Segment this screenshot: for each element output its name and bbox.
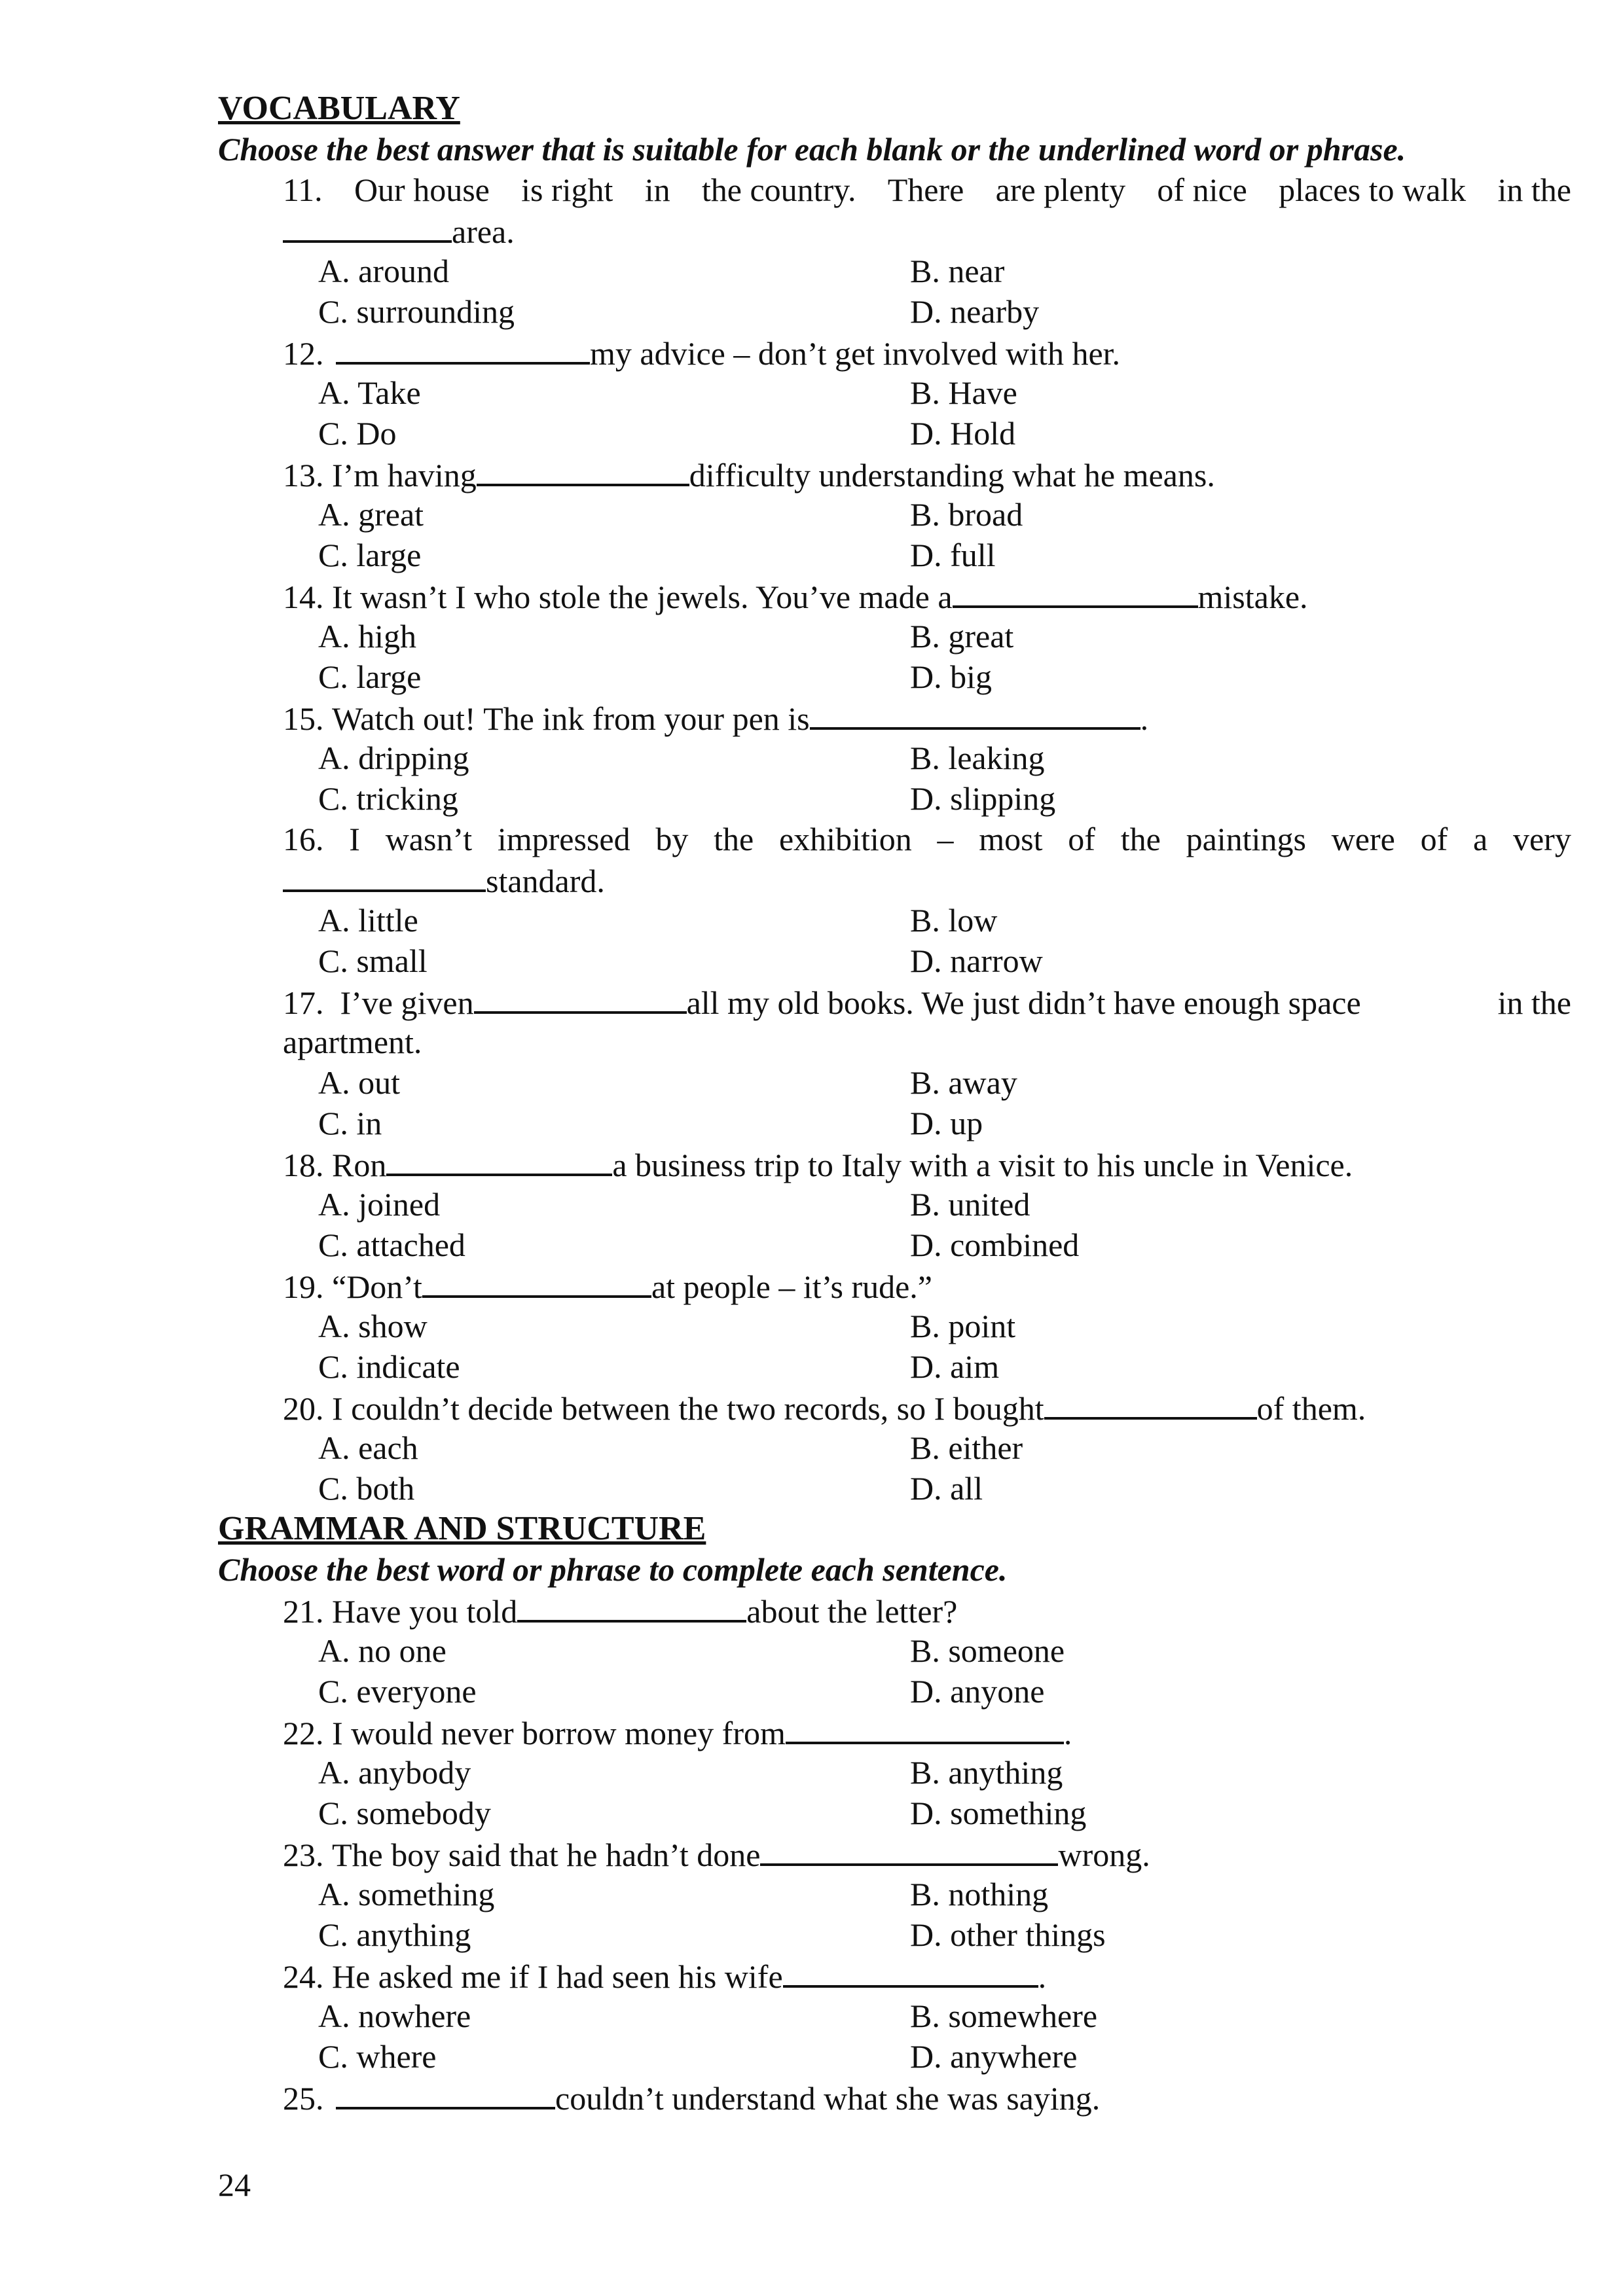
q12-option-a[interactable]: A. Take (318, 374, 421, 411)
answer-blank[interactable] (1044, 1387, 1257, 1420)
q16-option-d[interactable]: D. narrow (910, 942, 1043, 979)
q11-option-d[interactable]: D. nearby (910, 293, 1040, 330)
q22-option-d[interactable]: D. something (910, 1795, 1087, 1831)
q19-option-a[interactable]: A. show (318, 1308, 428, 1344)
q22-option-a[interactable]: A. anybody (318, 1754, 471, 1791)
question-16-line-2: standard. (283, 859, 1571, 900)
question-20: 20. I couldn’t decide between the two records, so I bought of them. (283, 1387, 1571, 1427)
question-16 (283, 819, 1571, 900)
q17-option-a[interactable]: A. out (318, 1064, 400, 1101)
q18-option-d[interactable]: D. combined (910, 1227, 1080, 1263)
q21-option-c[interactable]: C. everyone (318, 1673, 477, 1710)
q16-option-a[interactable]: A. little (318, 902, 418, 939)
question-24: 24. He asked me if I had seen his wife . (283, 1955, 1571, 1996)
q20-option-d[interactable]: D. all (910, 1470, 983, 1507)
q13-option-a[interactable]: A. great (318, 496, 424, 533)
answer-blank[interactable] (517, 1590, 746, 1623)
answer-blank[interactable] (336, 332, 590, 365)
answer-blank[interactable] (953, 575, 1198, 608)
question-18: 18. Ron a business trip to Italy with a visit to his uncle in Venice. (283, 1143, 1571, 1184)
q18-option-a[interactable]: A. joined (318, 1186, 441, 1223)
answer-blank[interactable] (760, 1833, 1058, 1866)
q16-option-b[interactable]: B. low (910, 902, 998, 939)
q22-option-b[interactable]: B. anything (910, 1754, 1063, 1791)
q19-option-c[interactable]: C. indicate (318, 1348, 460, 1385)
q16-option-c[interactable]: C. small (318, 942, 428, 979)
question-23: 23. The boy said that he hadn’t done wrong. (283, 1833, 1571, 1874)
q22-option-c[interactable]: C. somebody (318, 1795, 491, 1831)
q14-option-d[interactable]: D. big (910, 658, 992, 695)
answer-blank[interactable] (477, 454, 689, 486)
vocabulary-instruction: Choose the best answer that is suitable for each blank or the underlined word or phrase. (218, 131, 1406, 168)
answer-blank[interactable] (422, 1265, 651, 1298)
q14-option-c[interactable]: C. large (318, 658, 422, 695)
q24-option-b[interactable]: B. somewhere (910, 1998, 1098, 2034)
answer-blank[interactable] (783, 1955, 1038, 1988)
answer-blank[interactable] (283, 210, 452, 243)
q17-option-b[interactable]: B. away (910, 1064, 1017, 1101)
question-14: 14. It wasn’t I who stole the jewels. You’ve made a mistake. (283, 575, 1571, 616)
vocabulary-heading: VOCABULARY (218, 90, 460, 127)
q20-option-a[interactable]: A. each (318, 1429, 418, 1466)
q17-option-d[interactable]: D. up (910, 1105, 983, 1141)
q21-option-d[interactable]: D. anyone (910, 1673, 1045, 1710)
q12-option-b[interactable]: B. Have (910, 374, 1017, 411)
answer-blank[interactable] (336, 2077, 555, 2109)
q23-option-c[interactable]: C. anything (318, 1916, 471, 1953)
answer-blank[interactable] (386, 1143, 612, 1176)
q17-option-c[interactable]: C. in (318, 1105, 382, 1141)
question-17: 17. I’ve given all my old books. We just didn’t have enough space in the apartment. (283, 981, 1571, 1062)
q21-option-a[interactable]: A. no one (318, 1632, 447, 1669)
q23-option-b[interactable]: B. nothing (910, 1876, 1049, 1912)
q13-option-d[interactable]: D. full (910, 537, 996, 573)
answer-blank[interactable] (786, 1712, 1064, 1744)
grammar-heading: GRAMMAR AND STRUCTURE (218, 1510, 706, 1547)
q12-option-c[interactable]: C. Do (318, 415, 397, 452)
page-number: 24 (218, 2166, 251, 2203)
q20-option-b[interactable]: B. either (910, 1429, 1023, 1466)
question-21: 21. Have you told about the letter? (283, 1590, 1571, 1630)
q15-option-d[interactable]: D. slipping (910, 780, 1056, 817)
q14-option-b[interactable]: B. great (910, 618, 1014, 655)
question-12: 12. my advice – don’t get involved with her. (283, 332, 1571, 372)
q19-option-b[interactable]: B. point (910, 1308, 1016, 1344)
q14-option-a[interactable]: A. high (318, 618, 416, 655)
q21-option-b[interactable]: B. someone (910, 1632, 1065, 1669)
question-11-line-1: 11. Our house is right in the country. There are plenty of nice places to walk in the (283, 171, 1571, 208)
answer-blank[interactable] (474, 981, 687, 1014)
q24-option-c[interactable]: C. where (318, 2038, 437, 2075)
question-22: 22. I would never borrow money from . (283, 1712, 1571, 1752)
q11-option-b[interactable]: B. near (910, 253, 1005, 289)
q18-option-b[interactable]: B. united (910, 1186, 1030, 1223)
question-25: 25. couldn’t understand what she was saying. (283, 2077, 1571, 2117)
q12-option-d[interactable]: D. Hold (910, 415, 1016, 452)
q20-option-c[interactable]: C. both (318, 1470, 415, 1507)
q11-option-c[interactable]: C. surrounding (318, 293, 515, 330)
q13-option-c[interactable]: C. large (318, 537, 422, 573)
question-16-line-1: 16. I wasn’t impressed by the exhibition – most of the paintings were of a very (283, 821, 1571, 857)
q13-option-b[interactable]: B. broad (910, 496, 1023, 533)
question-11 (283, 170, 1571, 251)
q23-option-a[interactable]: A. something (318, 1876, 495, 1912)
q15-option-b[interactable]: B. leaking (910, 740, 1045, 776)
q11-option-a[interactable]: A. around (318, 253, 449, 289)
q24-option-d[interactable]: D. anywhere (910, 2038, 1078, 2075)
question-19: 19. “Don’t at people – it’s rude.” (283, 1265, 1571, 1306)
question-11-line-2: area. (283, 210, 1571, 251)
q15-option-c[interactable]: C. tricking (318, 780, 458, 817)
grammar-instruction: Choose the best word or phrase to complete each sentence. (218, 1551, 1008, 1588)
question-13: 13. I’m having difficulty understanding what he means. (283, 454, 1571, 494)
q15-option-a[interactable]: A. dripping (318, 740, 469, 776)
q19-option-d[interactable]: D. aim (910, 1348, 1000, 1385)
answer-blank[interactable] (283, 859, 486, 892)
q23-option-d[interactable]: D. other things (910, 1916, 1106, 1953)
question-15: 15. Watch out! The ink from your pen is . (283, 697, 1571, 738)
answer-blank[interactable] (810, 697, 1140, 730)
q18-option-c[interactable]: C. attached (318, 1227, 465, 1263)
q24-option-a[interactable]: A. nowhere (318, 1998, 471, 2034)
